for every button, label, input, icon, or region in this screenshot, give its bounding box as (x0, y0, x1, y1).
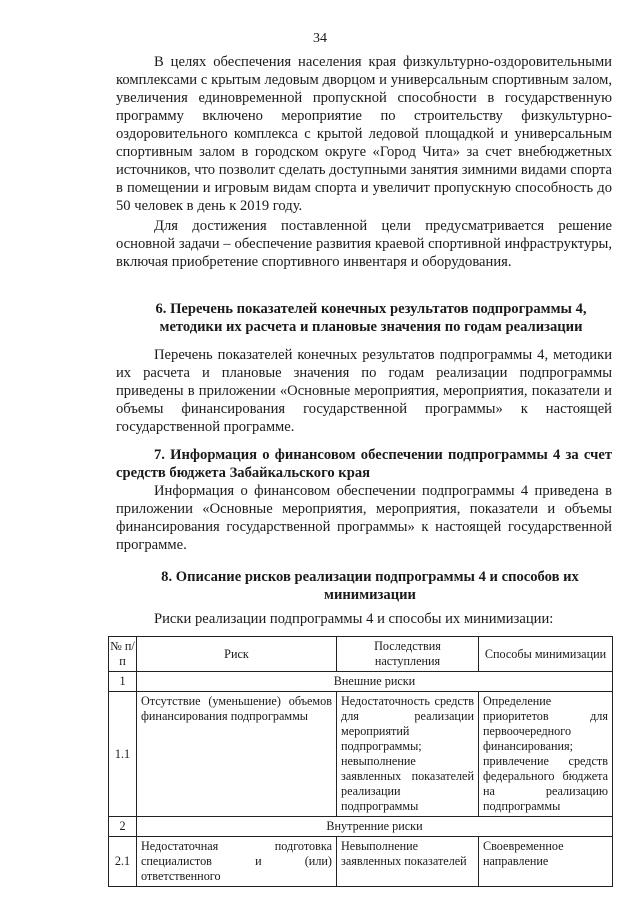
table-header-row (109, 637, 613, 672)
row-2-1-consequences: Невыполнение заявленных показателей (337, 837, 479, 887)
header-risk: Риск (137, 637, 337, 672)
header-num: № п/п (109, 637, 137, 672)
table-row (109, 692, 613, 817)
page-number: 34 (313, 31, 327, 46)
row-2-1-risk: Недостаточная подготовка специалистов и (или) ответственного (137, 837, 337, 887)
section-7-text: Информация о финансовом обеспечении подпрограммы 4 приведена в приложении «Основные мероприятия, мероприятия, показатели и объемы финансирования государственной программы» к настоящей государственной программе. (116, 483, 612, 553)
row-1-1-risk: Отсутствие (уменьшение) объемов финансирования подпрограммы (137, 692, 337, 817)
section-6-text: Перечень показателей конечных результатов подпрограммы 4, методики их расчета и плановые значения по годам реализации подпрограммы приведены в приложении «Основные мероприятия, мероприятия, показатели и объемы финансирования государственной программы» к настоящей государственной программе. (116, 347, 612, 435)
group-1-label: Внешние риски (137, 672, 613, 692)
group-2-num: 2 (109, 817, 137, 837)
paragraph-ice-palace: В целях обеспечения населения края физкультурно-оздоровительными комплексами с крытым ледовым дворцом и универсальным спортивным залом, увеличения единовременной пропускной способности в государственную программу включено мероприятие по строительству физкультурно-оздоровительного комплекса с крытой ледовой площадкой и универсальным спортивным залом в городском округе «Город Чита» за счет внебюджетных источников, что позволит сделать доступными занятия зимними видами спорта в помещении и игровым видам спорта и увеличит пропускную способность до 50 человек в день к 2019 году. (116, 54, 612, 214)
table-group-row-internal (109, 817, 613, 837)
section-8-title: 8. Описание рисков реализации подпрограммы 4 и способов их минимизации (161, 569, 579, 603)
paragraph-infrastructure: Для достижения поставленной цели предусматривается решение основной задачи – обеспечение развития краевой спортивной инфраструктуры, включая приобретение спортивного инвентаря и оборудования. (116, 218, 612, 270)
group-1-num: 1 (109, 672, 137, 692)
row-1-1-methods: Определение приоритетов для первоочередного финансирования; привлечение средств федерального бюджета на реализацию подпрограммы (479, 692, 613, 817)
table-group-row-external (109, 672, 613, 692)
table-row (109, 837, 613, 887)
risks-table (108, 636, 613, 887)
section-7-title: 7. Информация о финансовом обеспечении подпрограммы 4 за счет средств бюджета Забайкальского края (116, 447, 612, 481)
header-methods: Способы минимизации (479, 637, 613, 672)
group-2-label: Внутренние риски (137, 817, 613, 837)
section-6-title: 6. Перечень показателей конечных результатов подпрограммы 4, методики их расчета и плановые значения по годам реализации (155, 301, 587, 335)
row-2-1-num: 2.1 (109, 837, 137, 887)
row-2-1-methods: Своевременное направление (479, 837, 613, 887)
header-consequences: Последствия наступления (337, 637, 479, 672)
row-1-1-num: 1.1 (109, 692, 137, 817)
row-1-1-consequences: Недостаточность средств для реализации мероприятий подпрограммы; невыполнение заявленных показателей реализации подпрограммы (337, 692, 479, 817)
section-8-intro: Риски реализации подпрограммы 4 и способы их минимизации: (154, 611, 554, 627)
